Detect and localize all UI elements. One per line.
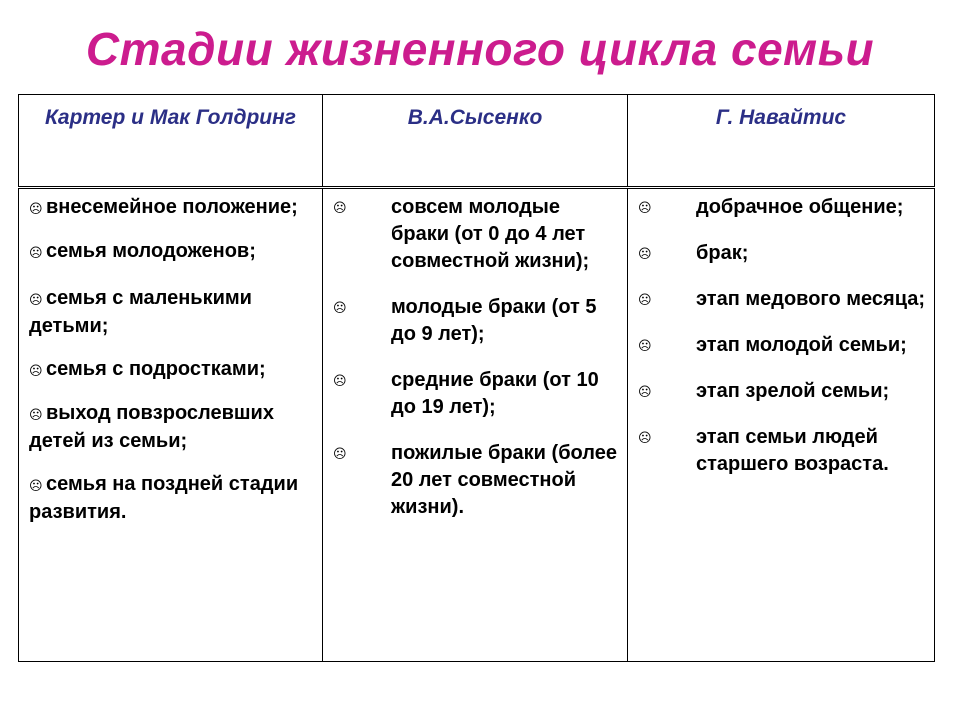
sad-face-icon: ☹ bbox=[638, 384, 652, 399]
list-item bbox=[333, 294, 619, 348]
sad-face-icon: ☹ bbox=[638, 292, 652, 307]
sad-face-icon: ☹ bbox=[638, 246, 652, 261]
sad-face-icon: ☹ bbox=[29, 292, 43, 307]
list-item-text: внесемейное положение; bbox=[46, 196, 298, 218]
sad-face-icon: ☹ bbox=[333, 200, 347, 215]
sad-face-icon: ☹ bbox=[333, 300, 347, 315]
header-navaitis: Г. Навайтис bbox=[628, 95, 935, 188]
sad-face-icon: ☹ bbox=[29, 245, 43, 260]
list-item bbox=[29, 400, 314, 455]
sad-face-icon: ☹ bbox=[29, 201, 43, 216]
list-item bbox=[29, 285, 314, 340]
list-item bbox=[333, 440, 619, 521]
list-item bbox=[333, 194, 619, 275]
list-item-text: брак; bbox=[696, 242, 749, 264]
stages-table bbox=[18, 94, 935, 662]
list-item-text: семья на поздней стадии развития. bbox=[29, 473, 299, 523]
list-item bbox=[638, 424, 926, 478]
column-carter-mcgoldrick bbox=[19, 188, 323, 662]
list-item-text: этап медового месяца; bbox=[696, 288, 926, 310]
list-item bbox=[29, 356, 314, 384]
sad-face-icon: ☹ bbox=[638, 338, 652, 353]
list-item bbox=[333, 367, 619, 421]
list-item bbox=[638, 286, 926, 313]
header-sysenko: В.А.Сысенко bbox=[323, 95, 628, 188]
list-item bbox=[638, 332, 926, 359]
list-item-text: пожилые браки (более 20 лет совместной жизни). bbox=[391, 442, 617, 518]
list-item-text: совсем молодые браки (от 0 до 4 лет совместной жизни); bbox=[391, 196, 590, 272]
column-navaitis bbox=[628, 188, 935, 662]
sad-face-icon: ☹ bbox=[333, 373, 347, 388]
list-item-text: молодые браки (от 5 до 9 лет); bbox=[391, 296, 597, 345]
sad-face-icon: ☹ bbox=[638, 200, 652, 215]
list-item bbox=[29, 471, 314, 526]
list-item bbox=[638, 194, 926, 221]
column-sysenko bbox=[323, 188, 628, 662]
list-item-text: семья с маленькими детьми; bbox=[29, 287, 252, 337]
sad-face-icon: ☹ bbox=[638, 430, 652, 445]
list-item-text: этап семьи людей старшего возраста. bbox=[696, 426, 889, 475]
list-item-text: семья с подростками; bbox=[46, 358, 266, 380]
list-item-text: средние браки (от 10 до 19 лет); bbox=[391, 369, 599, 418]
list-item-text: этап молодой семьи; bbox=[696, 334, 907, 356]
list-item-text: этап зрелой семьи; bbox=[696, 380, 890, 402]
list-item bbox=[29, 238, 314, 266]
sad-face-icon: ☹ bbox=[29, 478, 43, 493]
list-item bbox=[638, 378, 926, 405]
list-item bbox=[638, 240, 926, 267]
sad-face-icon: ☹ bbox=[29, 407, 43, 422]
sad-face-icon: ☹ bbox=[29, 363, 43, 378]
page-title: Стадии жизненного цикла семьи bbox=[85, 23, 875, 75]
list-item bbox=[29, 194, 314, 222]
list-item-text: выход повзрослевших детей из семьи; bbox=[29, 402, 274, 452]
sad-face-icon: ☹ bbox=[333, 446, 347, 461]
list-item-text: добрачное общение; bbox=[696, 196, 904, 218]
header-carter-mcgoldrick: Картер и Мак Голдринг bbox=[19, 95, 323, 188]
list-item-text: семья молодоженов; bbox=[46, 240, 256, 262]
